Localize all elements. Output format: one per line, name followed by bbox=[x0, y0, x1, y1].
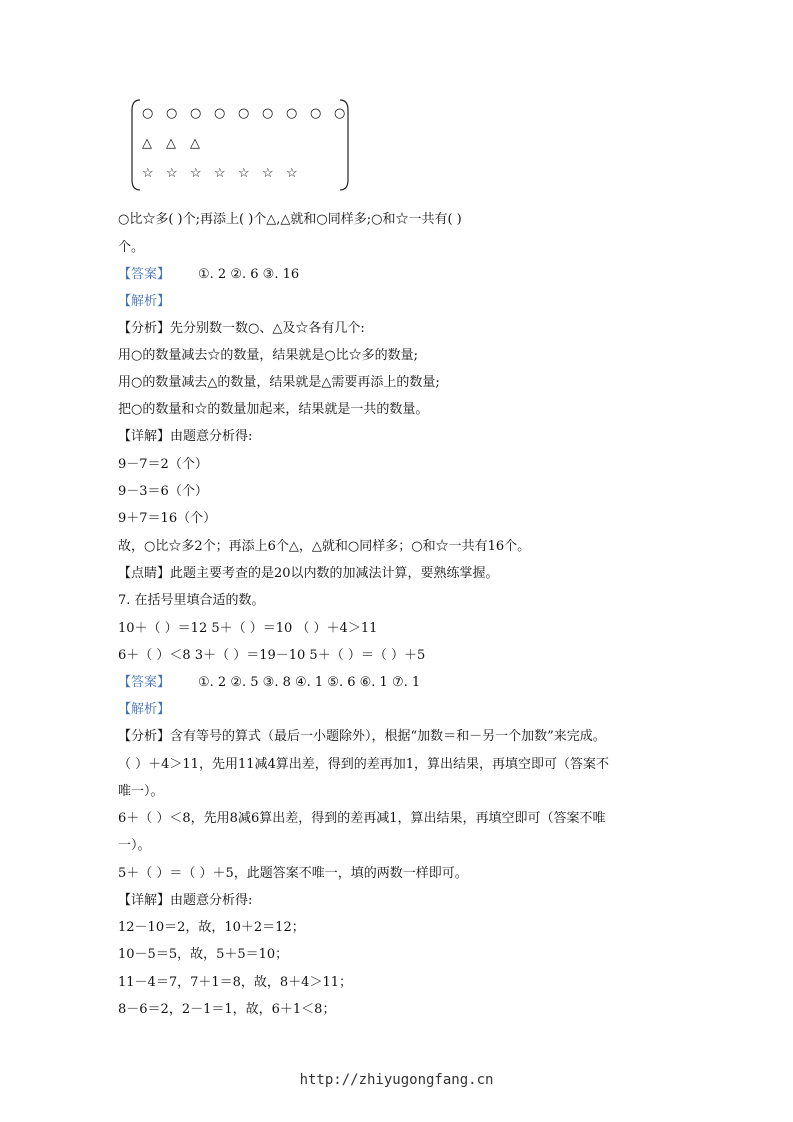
star-row bbox=[142, 166, 310, 181]
q7-row2: 6＋（ ）＜8 3＋（ ）＝19－10 5＋（ ）＝（ ）＋5 bbox=[118, 648, 426, 663]
q7-xiangjie: 【详解】由题意分析得: bbox=[118, 893, 253, 908]
q7-explain2a: 6＋（ ）＜8，先用8减6算出差，得到的差再减1，算出结果，再填空即可（答案不唯 bbox=[118, 811, 606, 826]
circle-shape: ○ bbox=[334, 106, 346, 121]
q6-fenxi: 【分析】先分别数一数○、△及☆各有几个: bbox=[118, 321, 365, 336]
star-shape: ☆ bbox=[214, 166, 226, 181]
q6-calc-2: 9－3＝6（个） bbox=[118, 484, 208, 499]
circle-shape: ○ bbox=[238, 106, 250, 121]
q6-dianjing: 【点睛】此题主要考查的是20以内数的加减法计算，要熟练掌握。 bbox=[118, 566, 499, 581]
q7-calc-1: 12－10＝2，故，10＋2＝12； bbox=[118, 920, 305, 935]
footer-url[interactable]: http://zhiyugongfang.cn bbox=[299, 1072, 494, 1088]
q7-explain3: 5＋（ ）＝（ ）＋5，此题答案不唯一，填的两数一样即可。 bbox=[118, 866, 468, 881]
star-shape: ☆ bbox=[262, 166, 274, 181]
q6-question-line2: 个。 bbox=[118, 240, 145, 255]
q7-fenxi: 【分析】含有等号的算式（最后一小题除外），根据“加数＝和－另一个加数”来完成。 bbox=[118, 729, 606, 744]
star-shape: ☆ bbox=[238, 166, 250, 181]
circle-shape: ○ bbox=[142, 106, 154, 121]
triangle-shape: △ bbox=[166, 136, 176, 151]
star-shape: ☆ bbox=[190, 166, 202, 181]
q6-answer bbox=[118, 267, 299, 283]
triangle-shape: △ bbox=[142, 136, 152, 151]
answer-values: ①. 2 ②. 6 ③. 16 bbox=[198, 267, 300, 282]
star-shape: ☆ bbox=[286, 166, 298, 181]
circle-shape: ○ bbox=[166, 106, 178, 121]
q7-row1: 10＋（ ）＝12 5＋（ ）＝10 （ ）＋4＞11 bbox=[118, 621, 378, 636]
q7-calc-4: 8－6＝2，2－1＝1，故，6＋1＜8； bbox=[118, 1002, 336, 1017]
q6-fenxi-line-1: 用○的数量减去☆的数量，结果就是○比☆多的数量; bbox=[118, 348, 419, 363]
circle-shape: ○ bbox=[262, 106, 274, 121]
star-shape: ☆ bbox=[166, 166, 178, 181]
q6-calc-3: 9＋7＝16（个） bbox=[118, 511, 217, 526]
answer-values: ①. 2 ②. 5 ③. 8 ④. 1 ⑤. 6 ⑥. 1 ⑦. 1 bbox=[198, 675, 421, 690]
shape-figure bbox=[130, 98, 350, 191]
q7-explain1a: （ ）＋4＞11，先用11减4算出差，得到的差再加1，算出结果，再填空即可（答案不 bbox=[118, 757, 610, 772]
q7-answer bbox=[118, 675, 420, 691]
q7-explain1b: 唯一）。 bbox=[118, 784, 164, 799]
circle-row bbox=[142, 106, 358, 121]
q6-conclusion: 故，○比☆多2个；再添上6个△，△就和○同样多；○和☆一共有16个。 bbox=[118, 539, 531, 554]
star-shape: ☆ bbox=[142, 166, 154, 181]
answer-tag: 【答案】 bbox=[118, 675, 171, 690]
q7-calc-3: 11－4＝7，7＋1＝8，故，8＋4＞11； bbox=[118, 975, 352, 990]
circle-shape: ○ bbox=[286, 106, 298, 121]
q6-question-line1: ○比☆多( )个;再添上( )个△,△就和○同样多;○和☆一共有( ) bbox=[118, 212, 462, 227]
circle-shape: ○ bbox=[214, 106, 226, 121]
q7-explain2b: 一）。 bbox=[118, 838, 151, 853]
q7-analysis-tag: 【解析】 bbox=[118, 702, 171, 717]
q7-title: 7. 在括号里填合适的数。 bbox=[118, 593, 265, 608]
triangle-row bbox=[142, 136, 214, 151]
q6-fenxi-line-2: 用○的数量减去△的数量，结果就是△需要再添上的数量; bbox=[118, 375, 440, 390]
q6-analysis-tag: 【解析】 bbox=[118, 294, 171, 309]
circle-shape: ○ bbox=[190, 106, 202, 121]
circle-shape: ○ bbox=[310, 106, 322, 121]
q6-calc-1: 9－7＝2（个） bbox=[118, 457, 208, 472]
q6-fenxi-line-3: 把○的数量和☆的数量加起来，结果就是一共的数量。 bbox=[118, 402, 429, 417]
answer-tag: 【答案】 bbox=[118, 267, 171, 282]
triangle-shape: △ bbox=[190, 136, 200, 151]
q6-xiangjie: 【详解】由题意分析得: bbox=[118, 429, 253, 444]
q7-calc-2: 10－5＝5，故，5＋5＝10； bbox=[118, 947, 289, 962]
